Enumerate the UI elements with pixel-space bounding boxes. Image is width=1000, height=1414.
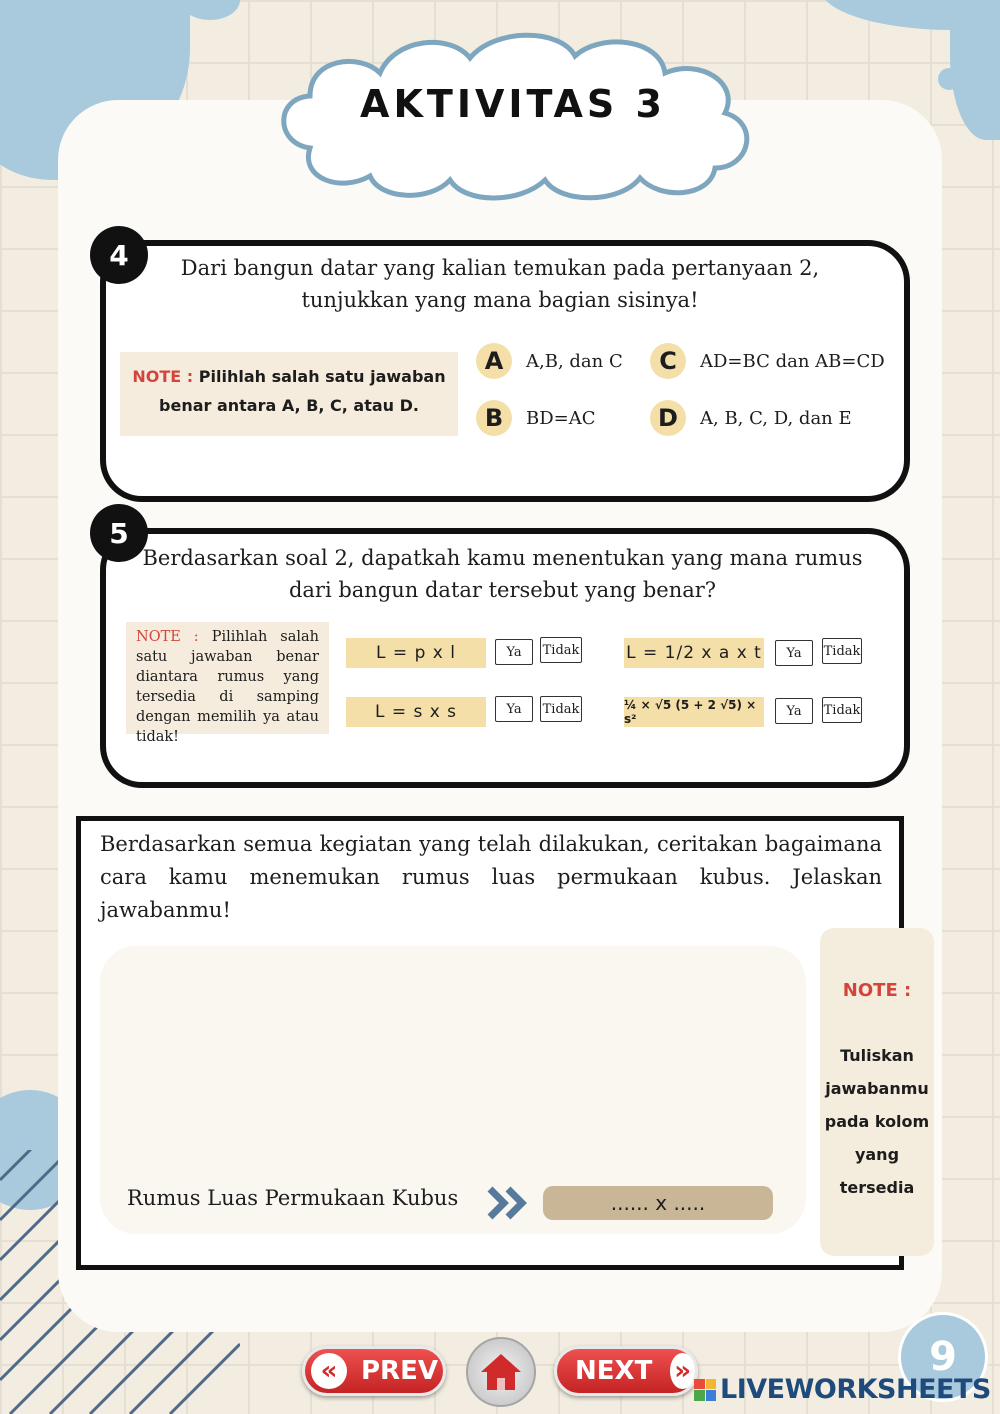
liveworksheets-icon [694,1379,716,1401]
essay-note [820,928,934,1256]
question-5-line-2: dari bangun datar tersebut yang benar? [288,578,717,602]
formula-4: ¼ × √5 (5 + 2 √5) × s² [624,697,764,727]
essay-note-text [820,1039,934,1204]
note-label: NOTE : [136,629,199,645]
option-a[interactable] [476,343,623,379]
essay-note-line-3: pada kolom [824,1112,930,1131]
essay-note-line-2: jawabanmu [825,1079,929,1098]
essay-note-line-4: yang [854,1145,900,1164]
question-5-text [130,542,875,606]
question-4-note [120,352,458,436]
formula-4-yes[interactable]: Ya [775,698,813,724]
option-c[interactable] [650,343,885,379]
option-b-letter: B [476,400,512,436]
note-text: Pilihlah salah satu jawaban benar diantara rumus yang tersedia di samping dengan memilih ya atau tidak! [136,629,320,745]
prev-label: PREV [361,1356,438,1386]
essay-note-line-1: Tuliskan [840,1046,914,1065]
formula-1-yes[interactable]: Ya [495,639,533,665]
question-4-line-2: tunjukkan yang mana bagian sisinya! [301,288,699,312]
formula-2-yes[interactable]: Ya [495,696,533,722]
formula-2: L = s x s [346,697,486,727]
question-4-line-1: Dari bangun datar yang kalian temukan pada pertanyaan 2, [180,256,820,280]
next-button[interactable] [554,1346,698,1396]
question-5-note [126,622,329,745]
formula-1-no[interactable]: Tidak [540,637,582,663]
option-b-text: BD=AC [526,407,596,429]
home-button[interactable] [466,1337,536,1407]
option-d-letter: D [650,400,686,436]
option-d[interactable] [650,400,852,436]
option-b[interactable] [476,400,596,436]
double-right-icon: » [670,1353,695,1389]
note-text-a: Pilihlah salah satu jawaban [198,367,446,386]
home-icon [479,1352,523,1392]
formula-label: Rumus Luas Permukaan Kubus [127,1186,459,1210]
option-a-text: A,B, dan C [526,350,623,372]
liveworksheets-logo [694,1374,991,1405]
decor-blob-right [950,0,1000,140]
question-4-text [150,252,850,316]
note-text-b: benar antara A, B, C, atau D. [159,396,419,415]
essay-prompt: Berdasarkan semua kegiatan yang telah dilakukan, ceritakan bagaimana cara kamu menemukan rumus luas permukaan kubus. Jelaskan jawabanmu! [100,832,882,922]
question-5-number: 5 [90,504,148,562]
essay-note-label: NOTE : [842,980,912,1001]
essay-note-line-5: tersedia [839,1178,915,1197]
next-label: NEXT [575,1356,653,1386]
formula-answer-input[interactable]: ...... x ..... [543,1186,773,1220]
page-title: AKTIVITAS 3 [360,82,666,126]
option-d-text: A, B, C, D, dan E [700,407,852,429]
formula-4-no[interactable]: Tidak [822,697,862,723]
option-a-letter: A [476,343,512,379]
prev-button[interactable] [302,1346,446,1396]
liveworksheets-text: LIVEWORKSHEETS [720,1374,991,1405]
double-left-icon: « [311,1353,347,1389]
page-number: 9 [898,1312,988,1402]
chevron-double-right-icon [486,1186,532,1220]
question-5-line-1: Berdasarkan soal 2, dapatkah kamu menentukan yang mana rumus [142,546,863,570]
formula-3: L = 1/2 x a x t [624,638,764,668]
formula-3-yes[interactable]: Ya [775,640,813,666]
note-label: NOTE : [132,367,194,386]
option-c-letter: C [650,343,686,379]
decor-drop-right [938,68,960,90]
formula-1: L = p x l [346,638,486,668]
formula-3-no[interactable]: Tidak [822,638,862,664]
question-4-number: 4 [90,226,148,284]
formula-2-no[interactable]: Tidak [540,696,582,722]
option-c-text: AD=BC dan AB=CD [700,350,885,372]
